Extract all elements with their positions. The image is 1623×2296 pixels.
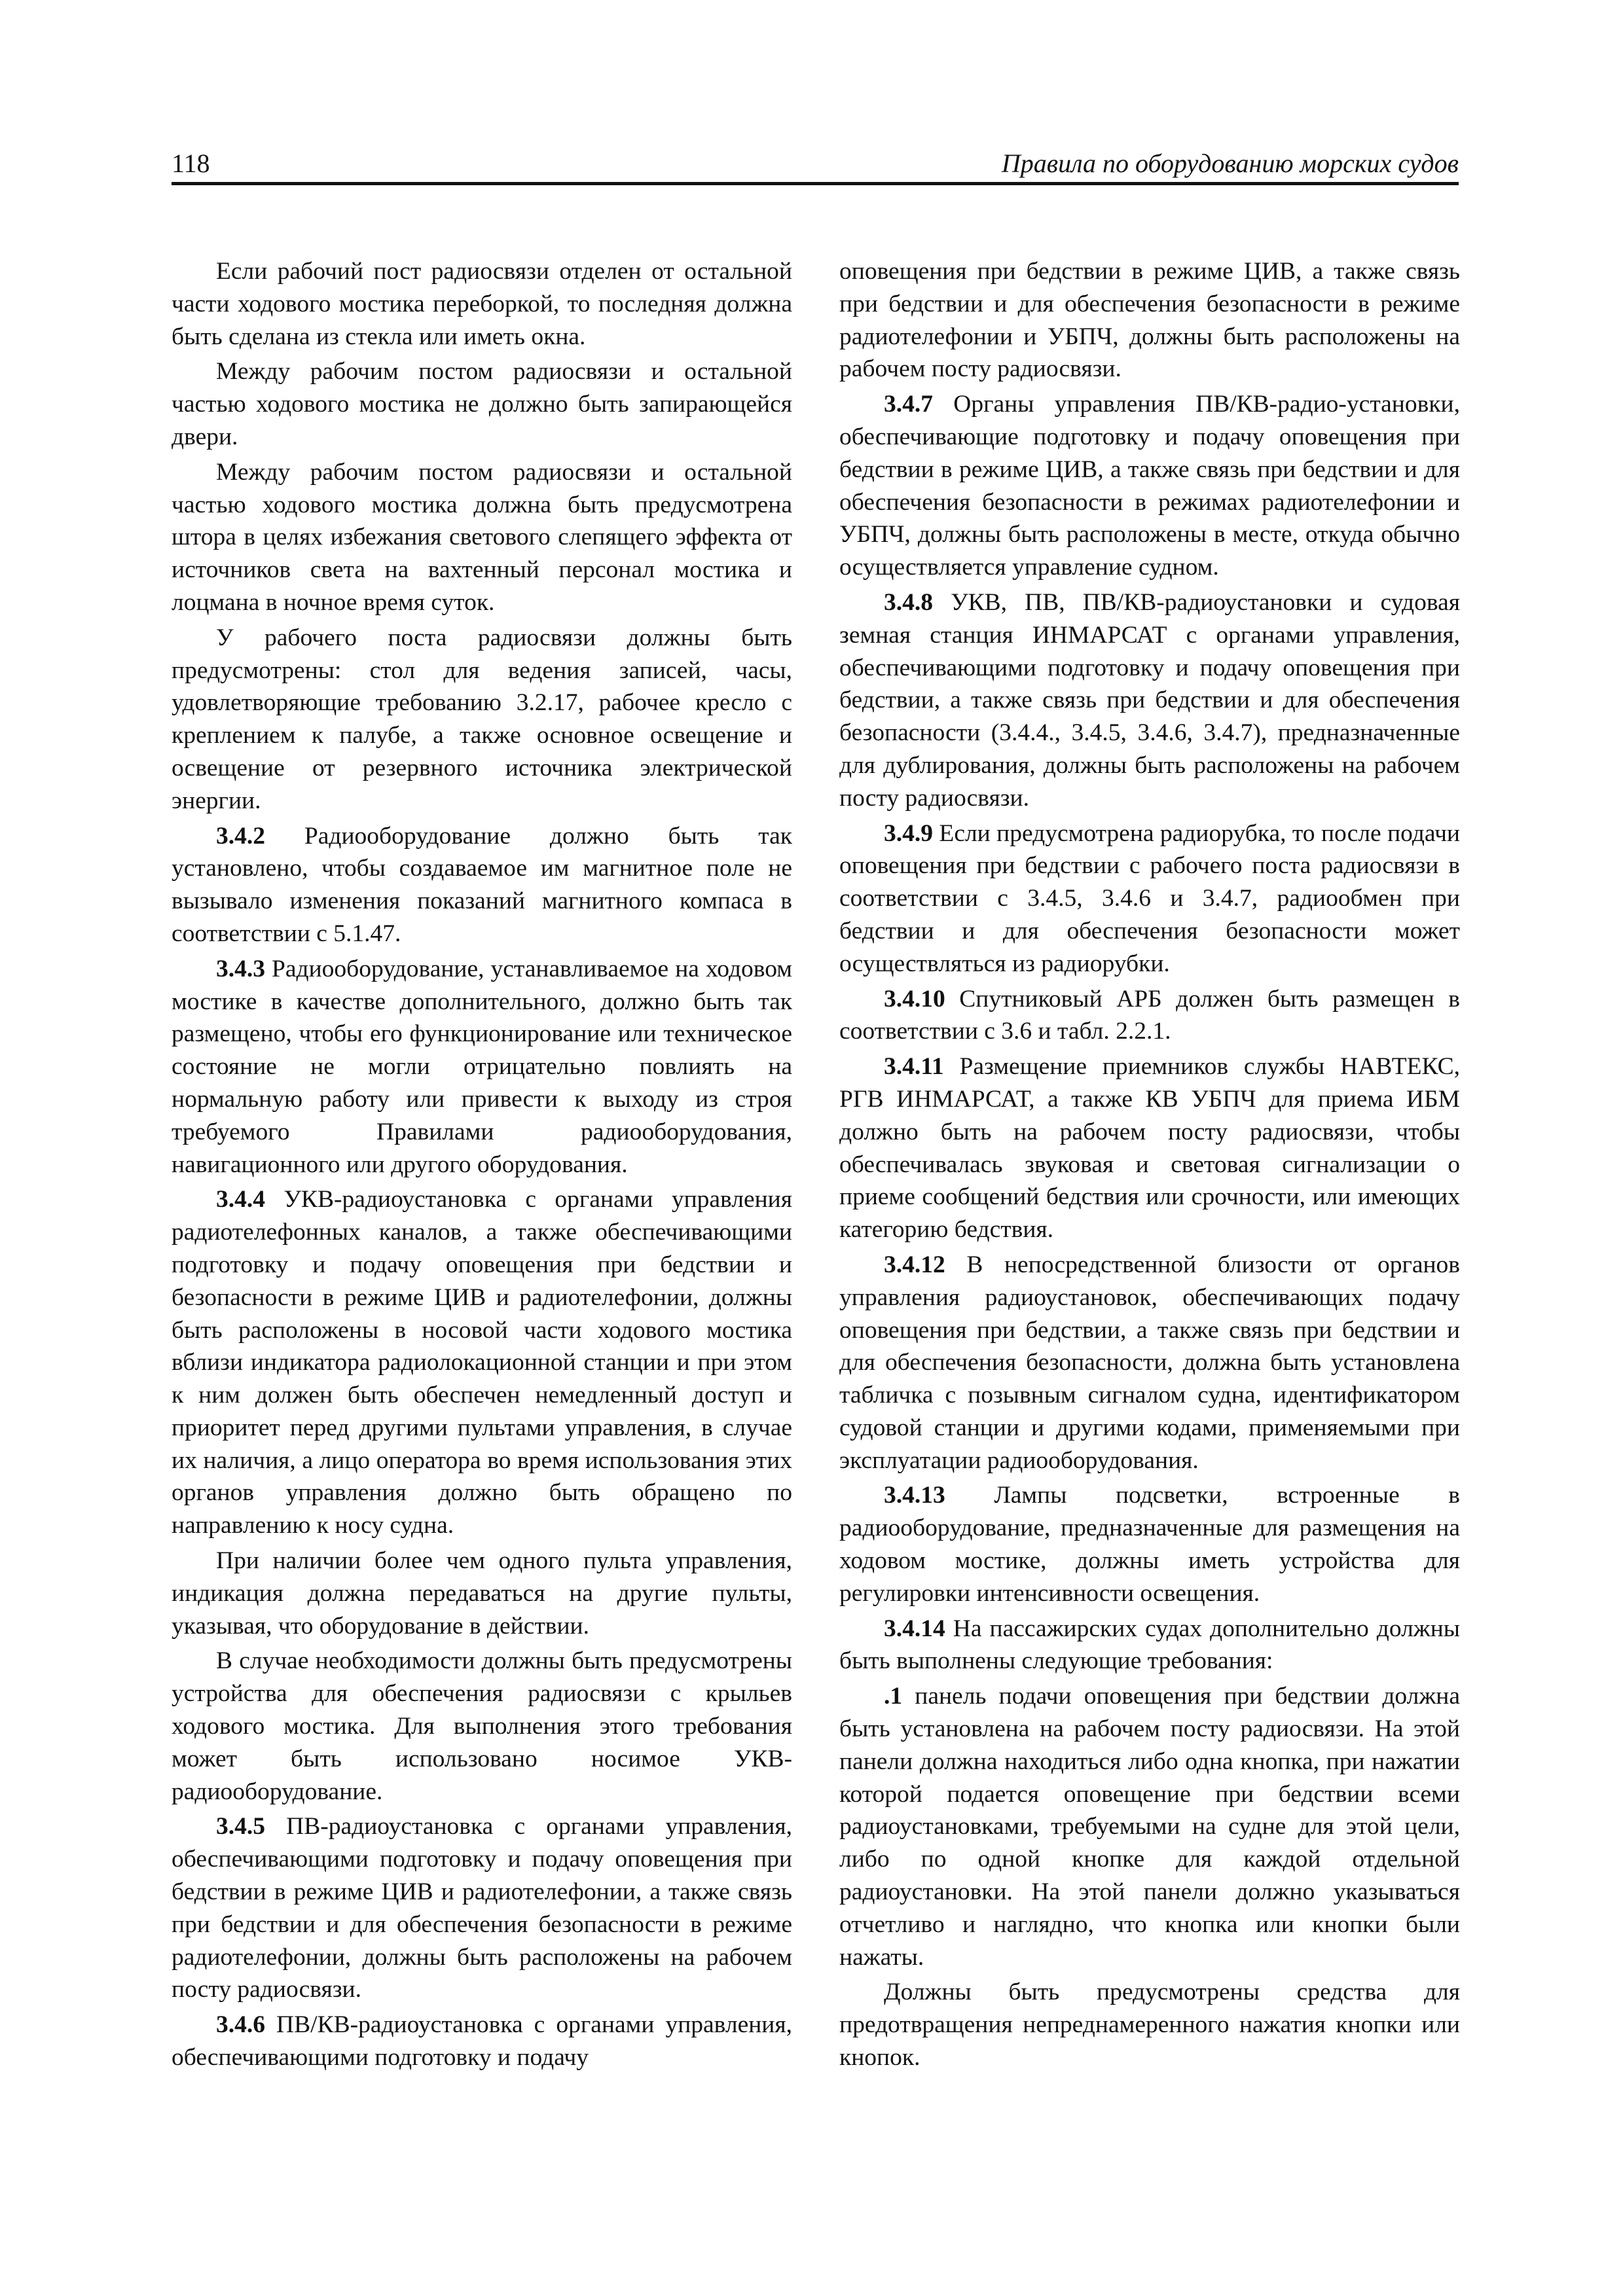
paragraph [172,1810,792,2006]
paragraph [839,1050,1460,1246]
paragraph-text: ПВ-радиоустановка с органами управления, обеспечивающими подготовку и подачу оповещения при бедствии в режиме ЦИВ и радиотелефонии, а также связь при бедствии и для обеспечения безопасности в режиме радиотелефонии, должны быть расположены на рабочем посту радиосвязи. [172,1813,792,2003]
paragraph [172,2009,792,2074]
paragraph [839,586,1460,815]
paragraph-text: Между рабочим постом радиосвязи и остальной частью ходового мостика не должно быть запирающейся двери. [172,358,792,450]
paragraph-text: Если рабочий пост радиосвязи отделен от остальной части ходового мостика переборкой, то последняя должна быть сделана из стекла или иметь окна. [172,258,792,350]
paragraph-text: панель подачи оповещения при бедствии должна быть установлена на рабочем посту радиосвязи. На этой панели должна находиться либо одна кнопка, при нажатии которой подается оповещение при бедствии всеми радиоустановками, требуемыми на судне для этой цели, либо по одной кнопке для каждой отдельной радиоустановки. На этой панели должно указываться отчетливо и наглядно, что кнопка или кнопки были нажаты. [839,1683,1460,1971]
paragraph [839,1613,1460,1678]
paragraph [839,1680,1460,1973]
clause-number: 3.4.10 [884,985,945,1013]
paragraph [172,1645,792,1808]
paragraph-text: ПВ/КВ-радиоустановка с органами управления, обеспечивающими подготовку и подачу [172,2011,792,2072]
paragraph-text: оповещения при бедствии в режиме ЦИВ, а также связь при бедствии и для обеспечения безопасности в режиме радиотелефонии и УБПЧ, должны быть расположены на рабочем посту радиосвязи. [839,258,1460,383]
clause-number: 3.4.8 [884,588,933,616]
clause-number: 3.4.11 [884,1053,944,1081]
paragraph [839,388,1460,584]
paragraph [839,1976,1460,2073]
paragraph-text: УКВ-радиоустановка с органами управления радиотелефонных каналов, а также обеспечивающими подготовку и подачу оповещения при бедствии и безопасности в режиме ЦИВ и радиотелефонии, должны быть расположены в носовой части ходового мостика вблизи индикатора радиолокационной станции и при этом к ним должен быть обеспечен немедленный доступ и приоритет перед другими пультами управления, в случае их наличия, а лицо оператора во время использования этих органов управления должно быть обращено по направлению к носу судна. [172,1186,792,1539]
clause-number: 3.4.13 [884,1482,945,1509]
paragraph [839,817,1460,980]
paragraph [172,456,792,619]
paragraph [172,953,792,1181]
clause-number: 3.4.2 [216,822,265,850]
left-column [172,255,792,2077]
paragraph [172,255,792,353]
clause-number: 3.4.9 [884,819,933,847]
paragraph [172,622,792,817]
paragraph [172,820,792,950]
paragraph [839,1249,1460,1477]
paragraph [172,1183,792,1542]
clause-number: 3.4.6 [216,2011,265,2039]
paragraph-text: Размещение приемников службы НАВТЕКС, РГВ ИНМАРСАТ, а также КВ УБПЧ для приема ИБМ должно быть на рабочем посту радиосвязи, чтобы обеспечивалась звуковая и световая сигнализации о приеме сообщений бедствия или срочности, или имеющих категорию бедствия. [839,1053,1460,1244]
paragraph [839,1479,1460,1609]
paragraph-continued [839,255,1460,386]
paragraph-text: Радиооборудование, устанавливаемое на ходовом мостике в качестве дополнительного, должно быть так размещено, чтобы его функционирование или техническое состояние не могли отрицательно повлиять на нормальную работу или привести к выходу из строя требуемого Правилами радиооборудования, навигационного или другого оборудования. [172,955,792,1178]
clause-number: 3.4.14 [884,1615,945,1642]
paragraph-text: При наличии более чем одного пульта управления, индикация должна передаваться на другие пульты, указывая, что оборудование в действии. [172,1547,792,1640]
paragraph-text: В случае необходимости должны быть предусмотрены устройства для обеспечения радиосвязи с крыльев ходового мостика. Для выполнения этого требования может быть использовано носимое УКВ-радиооборудование. [172,1647,792,1805]
paragraph-text: Между рабочим постом радиосвязи и остальной частью ходового мостика должна быть предусмотрена штора в целях избежания светового слепящего эффекта от источников света на вахтенный персонал мостика и лоцмана в ночное время суток. [172,458,792,616]
paragraph-text: Если предусмотрена радиорубка, то после подачи оповещения при бедствии с рабочего поста радиосвязи в соответствии с 3.4.5, 3.4.6 и 3.4.7, радиообмен при бедствии и для обеспечения безопасности может осуществляться из радиорубки. [839,819,1460,977]
paragraph-text: Должны быть предусмотрены средства для предотвращения непреднамеренного нажатия кнопки или кнопок. [839,1979,1460,2072]
paragraph-text: Спутниковый АРБ должен быть размещен в соответствии с 3.6 и табл. 2.2.1. [839,985,1460,1045]
page-number: 118 [172,149,210,178]
clause-number: 3.4.12 [884,1251,945,1278]
clause-number: 3.4.4 [216,1186,265,1213]
paragraph-text: У рабочего поста радиосвязи должны быть предусмотрены: стол для ведения записей, часы, удовлетворяющие требованию 3.2.17, рабочее кресло с креплением к палубе, а также основное освещение и освещение от резервного источника электрической энергии. [172,624,792,814]
paragraph-text: В непосредственной близости от органов управления радиоустановок, обеспечивающих подачу оповещения при бедствии, а также связь при бедствии и для обеспечения безопасности, должна быть установлена табличка с позывным сигналом судна, идентификатором судовой станции и другими кодами, применяемыми при эксплуатации радиооборудования. [839,1251,1460,1474]
running-title: Правила по оборудованию морских судов [1001,149,1459,178]
clause-number: 3.4.3 [216,955,265,982]
paragraph-text: На пассажирских судах дополнительно должны быть выполнены следующие требования: [839,1615,1460,1675]
right-column [839,255,1460,2077]
clause-number: 3.4.7 [884,391,933,418]
paragraph-text: Лампы подсветки, встроенные в радиооборудование, предназначенные для размещения на ходовом мостике, должны иметь устройства для регулировки интенсивности освещения. [839,1482,1460,1607]
paragraph [172,1545,792,1642]
clause-number: .1 [884,1683,903,1710]
paragraph-text: Радиооборудование должно быть так установлено, чтобы создаваемое им магнитное поле не вызывало изменения показаний магнитного компаса в соответствии с 5.1.47. [172,822,792,947]
paragraph [172,355,792,453]
paragraph [839,983,1460,1049]
paragraph-text: Органы управления ПВ/КВ-радио-установки, обеспечивающие подготовку и подачу оповещения при бедствии в режиме ЦИВ, а также связь при бедствии и для обеспечения безопасности в режимах радиотелефонии и УБПЧ, должны быть расположены в месте, откуда обычно осуществляется управление судном. [839,391,1460,581]
page-header [172,145,1459,185]
paragraph-text: УКВ, ПВ, ПВ/КВ-радиоустановки и судовая земная станция ИНМАРСАТ с органами управления, обеспечивающими подготовку и подачу оповещения при бедствии, а также связь при бедствии и для обеспечения безопасности (3.4.4., 3.4.5, 3.4.6, 3.4.7), предназначенные для дублирования, должны быть расположены на рабочем посту радиосвязи. [839,588,1460,812]
clause-number: 3.4.5 [216,1813,265,1840]
